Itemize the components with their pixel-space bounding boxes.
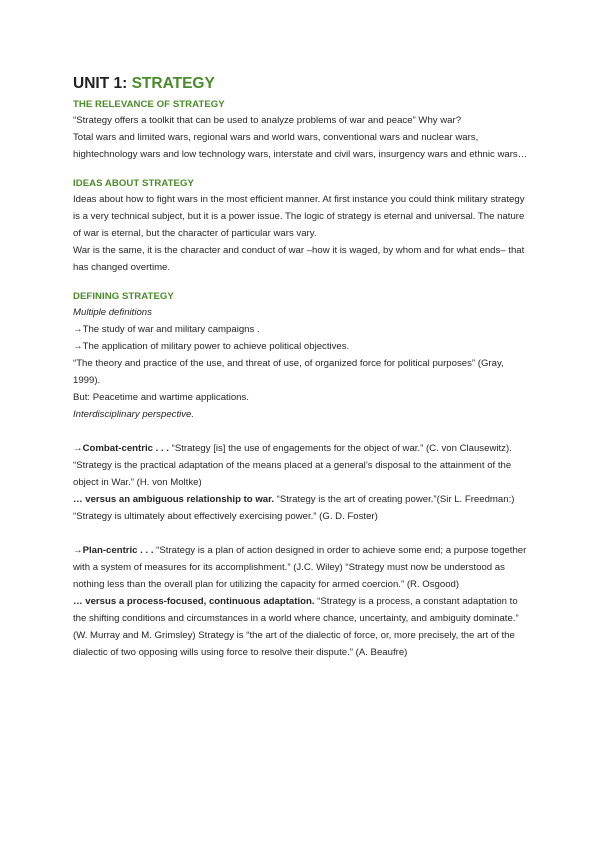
plan-centric-paragraph	[73, 542, 529, 593]
relevance-paragraph-1: “Strategy offers a toolkit that can be used to analyze problems of war and peace” Why war?	[73, 115, 462, 126]
interdisciplinary-label: Interdisciplinary perspective.	[73, 409, 195, 420]
combat-centric-lead: Combat-centric . . .	[82, 443, 169, 454]
document-page	[73, 74, 529, 661]
title-unit: UNIT 1:	[73, 75, 132, 92]
plan-centric-text: “Strategy is a plan of action designed in order to achieve some end; a purpose together with a system of measures for its accomplishment.” (J.C. Wiley) “Strategy must now be understood as nothing less than the overall plan for utilizing the capacity for armed coercion.” (R. Osgood)	[73, 545, 527, 590]
process-focused-lead: … versus a process-focused, continuous adaptation.	[73, 596, 315, 607]
title-topic: STRATEGY	[131, 75, 215, 92]
ideas-paragraph-1: Ideas about how to fight wars in the most efficient manner. At first instance you could think military strategy is a very technical subject, but it is a power issue. The logic of strategy is eternal and universal. The nature of war is eternal, but the character of particular wars vary.	[73, 194, 525, 239]
combat-centric-paragraph	[73, 440, 529, 491]
section-heading-relevance: THE RELEVANCE OF STRATEGY	[73, 99, 225, 110]
page-title	[73, 74, 529, 93]
definition-arrow-2: →The application of military power to achieve political objectives.	[73, 341, 350, 352]
definition-quote-gray: “The theory and practice of the use, and threat of use, of organized force for political purposes” (Gray, 1999).	[73, 358, 504, 386]
ambiguous-relationship-lead: … versus an ambiguous relationship to war.	[73, 494, 274, 505]
section-heading-defining: DEFINING STRATEGY	[73, 291, 174, 302]
section-heading-ideas: IDEAS ABOUT STRATEGY	[73, 178, 194, 189]
arrow-icon: →	[73, 545, 83, 556]
definition-arrow-1: →The study of war and military campaigns .	[73, 324, 260, 335]
ideas-paragraph-2: War is the same, it is the character and conduct of war –how it is waged, by whom and for what ends– that has changed overtime.	[73, 245, 525, 273]
combat-centric-text: “Strategy [is] the use of engagements for the object of war.” (C. von Clausewitz). “Strategy is the practical adaptation of the means placed at a general’s disposal to the attainment of the object in War.” (H. von Moltke)	[73, 443, 512, 488]
plan-centric-lead: Plan-centric . . .	[82, 545, 154, 556]
definition-but: But: Peacetime and wartime applications.	[73, 392, 249, 403]
ambiguous-relationship-text: “Strategy is the art of creating power.”(Sir L. Freedman:) “Strategy is ultimately about effectively exercising power.” (G. D. Foster)	[73, 494, 515, 522]
relevance-paragraph-2: Total wars and limited wars, regional wars and world wars, conventional wars and nuclear wars, hightechnology wars and low technology wars, interstate and civil wars, insurgency wars and ethnic wars…	[73, 132, 528, 160]
process-focused-text: “Strategy is a process, a constant adaptation to the shifting conditions and circumstances in a world where chance, uncertainty, and ambiguity dominate.” (W. Murray and M. Grimsley) Strategy is “the art of the dialectic of force, or, more precisely, the art of the dialectic of two opposing wills using force to resolve their dispute.” (A. Beaufre)	[73, 596, 519, 658]
arrow-icon: →	[73, 443, 83, 454]
process-focused-paragraph	[73, 593, 529, 661]
multiple-definitions-label: Multiple definitions	[73, 307, 152, 318]
ambiguous-relationship-paragraph	[73, 491, 529, 525]
